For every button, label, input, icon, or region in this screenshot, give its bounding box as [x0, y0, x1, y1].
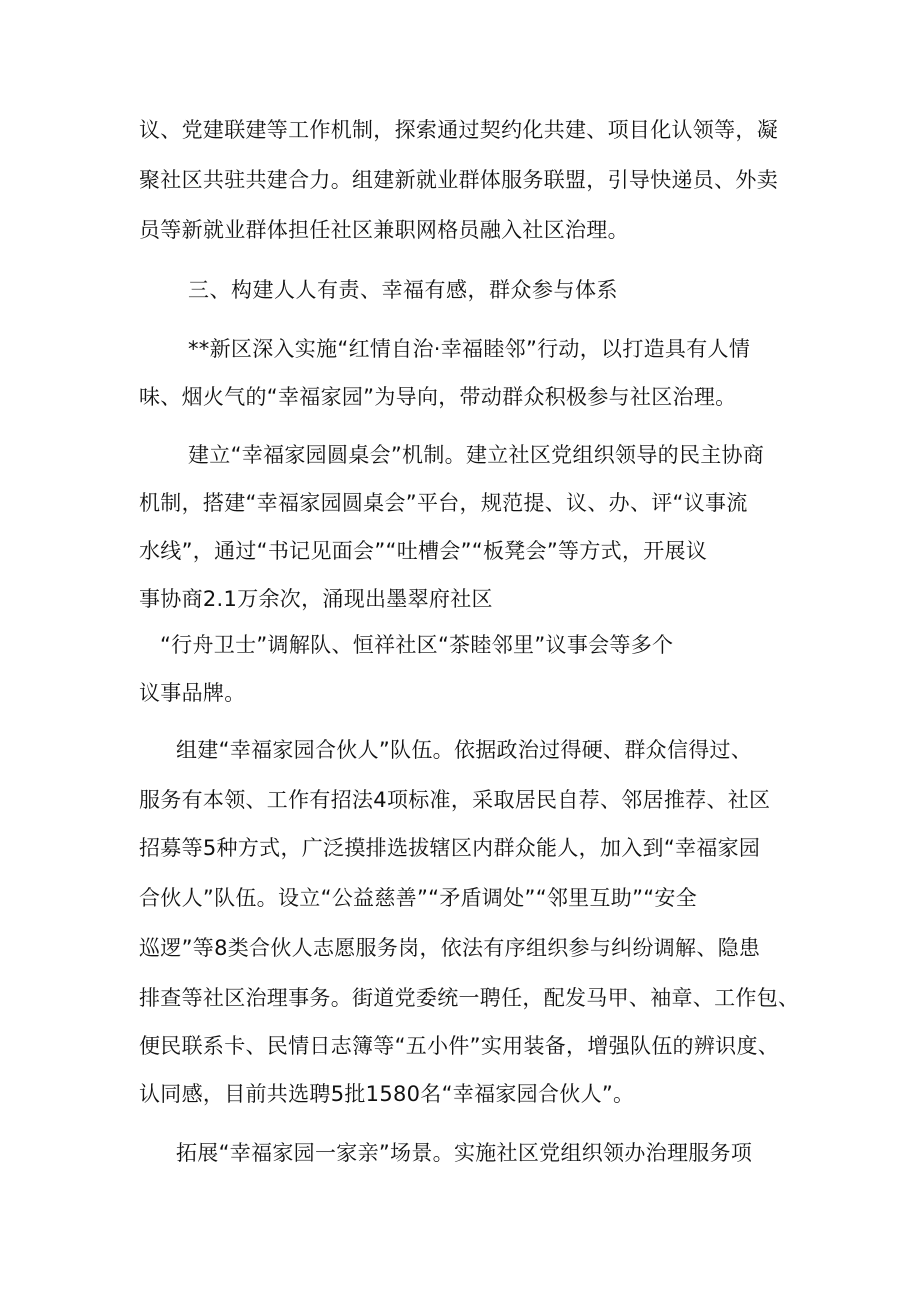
paragraph-line: 议事品牌。 [139, 681, 246, 705]
paragraph-line: 招募等5种方式，广泛摸排选拔辖区内群众能人，加入到“幸福家园 [139, 836, 761, 860]
paragraph-line: “行舟卫士”调解队、恒祥社区“茶睦邻里”议事会等多个 [160, 633, 674, 657]
paragraph-line: 水线”，通过“书记见面会”“吐槽会”“板凳会”等方式，开展议 [139, 539, 708, 563]
paragraph-line: 拓展“幸福家园一家亲”场景。实施社区党组织领办治理服务项 [176, 1141, 753, 1165]
paragraph-line: 议、党建联建等工作机制，探索通过契约化共建、项目化认领等，凝 [139, 118, 778, 142]
paragraph-line: 合伙人”队伍。设立“公益慈善”“矛盾调处”“邻里互助”“安全 [139, 886, 698, 910]
paragraph-line: 机制，搭建“幸福家园圆桌会”平台，规范提、议、办、评“议事流 [139, 491, 748, 515]
paragraph-line: 建立“幸福家园圆桌会”机制。建立社区党组织领导的民主协商 [188, 443, 765, 467]
paragraph-line: 聚社区共驻共建合力。组建新就业群体服务联盟，引导快递员、外卖 [139, 168, 778, 192]
section-heading: 三、构建人人有责、幸福有感，群众参与体系 [188, 278, 618, 302]
paragraph-line: 组建“幸福家园合伙人”队伍。依据政治过得硬、群众信得过、 [176, 738, 753, 762]
paragraph-line: 服务有本领、工作有招法4项标准，采取居民自荐、邻居推荐、社区 [139, 788, 771, 812]
paragraph-line: 便民联系卡、民情日志簿等“五小件”实用装备，增强队伍的辨识度、 [139, 1034, 780, 1058]
paragraph-line: 员等新就业群体担任社区兼职网格员融入社区治理。 [139, 218, 629, 242]
paragraph-line: 味、烟火气的“幸福家园”为导向，带动群众积极参与社区治理。 [139, 385, 737, 409]
paragraph-line: 事协商2.1万余次，涌现出墨翠府社区 [139, 587, 493, 611]
paragraph-line: **新区深入实施“红情自治·幸福睦邻”行动，以打造具有人情 [188, 337, 751, 361]
paragraph-line: 排查等社区治理事务。街道党委统一聘任，配发马甲、袖章、工作包、 [139, 986, 800, 1010]
paragraph-line: 认同感，目前共选聘5批1580名“幸福家园合伙人”。 [139, 1082, 635, 1106]
paragraph-line: 巡逻”等8类合伙人志愿服务岗，依法有序组织参与纠纷调解、隐患 [139, 936, 761, 960]
